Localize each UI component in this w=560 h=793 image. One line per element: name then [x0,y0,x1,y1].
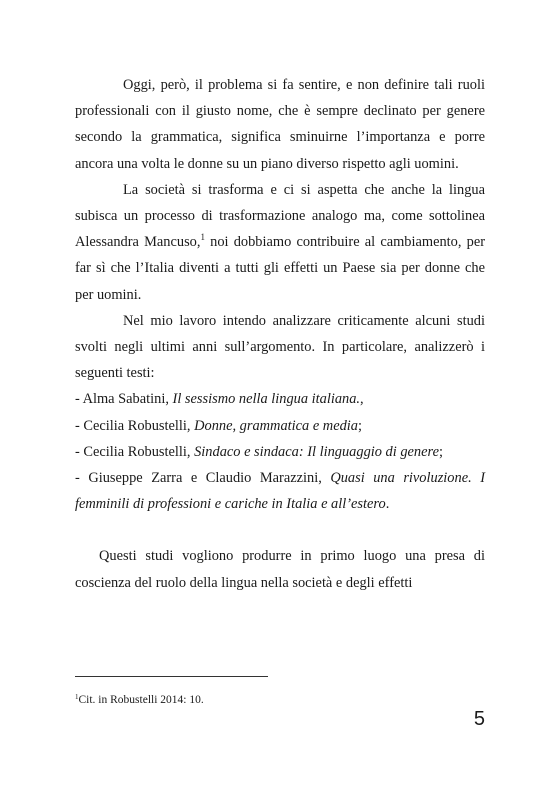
paragraph-2-text-b: noi dobbiamo contribuire al cambiamento, per far sì che l’Italia diventi a tutti gli effetti un Paese sia per donne che per uomini. [75,234,485,303]
paragraph-4: Questi studi vogliono produrre in primo luogo una presa di coscienza del ruolo della lingua nella società e degli effetti [75,548,485,591]
list-item [75,413,485,439]
list-item-title: Quasi una rivoluzione. I femminili di professioni e cariche in Italia e all’estero [75,470,485,513]
paragraph-3: Nel mio lavoro intendo analizzare criticamente alcuni studi svolti negli ultimi anni sull’argomento. In particolare, analizzerò i seguenti testi: [75,312,485,382]
list-item-punct: ; [357,417,362,434]
footnote-text: Cit. in Robustelli 2014: 10. [78,694,204,706]
page-number: 5 [473,708,485,730]
list-item-punct: . [385,496,390,513]
footnote [75,693,204,707]
paragraph-spacer [75,517,485,543]
footnote-reference[interactable]: 1 [200,232,205,243]
list-item-title: Sindaco e sindaca: Il linguaggio di genere [194,443,439,460]
list-item-title: Il sessismo nella lingua italiana. [172,391,361,408]
list-item-author: - Giuseppe Zarra e Claudio Marazzini, [75,470,331,487]
paragraph-2-text-a: La società si trasforma e ci si aspetta che anche la lingua subisca un processo di trasformazione analogo ma, come sottolinea Alessandra Mancuso, [75,181,485,251]
list-item-title: Donne, grammatica e media [194,417,358,434]
footnote-separator [75,676,268,677]
list-item-author: - Alma Sabatini, [75,391,173,408]
list-item-author: - Cecilia Robustelli, [75,443,195,460]
body-text [75,72,485,596]
footnote-number: 1 [75,693,79,701]
list-item-author: - Cecilia Robustelli, [75,417,195,434]
list-item [75,386,485,412]
paragraph-1: Oggi, però, il problema si fa sentire, e non definire tali ruoli professionali con il giusto nome, che è sempre declinato per genere secondo la grammatica, significa sminuirne l’importanza e porre ancora una volta le donne su un piano diverso rispetto agli uomini. [75,77,485,172]
list-item [75,465,485,517]
list-item-punct: ; [438,443,443,460]
paragraph-2 [75,177,485,308]
list-item-punct: , [360,391,364,408]
list-item [75,439,485,465]
